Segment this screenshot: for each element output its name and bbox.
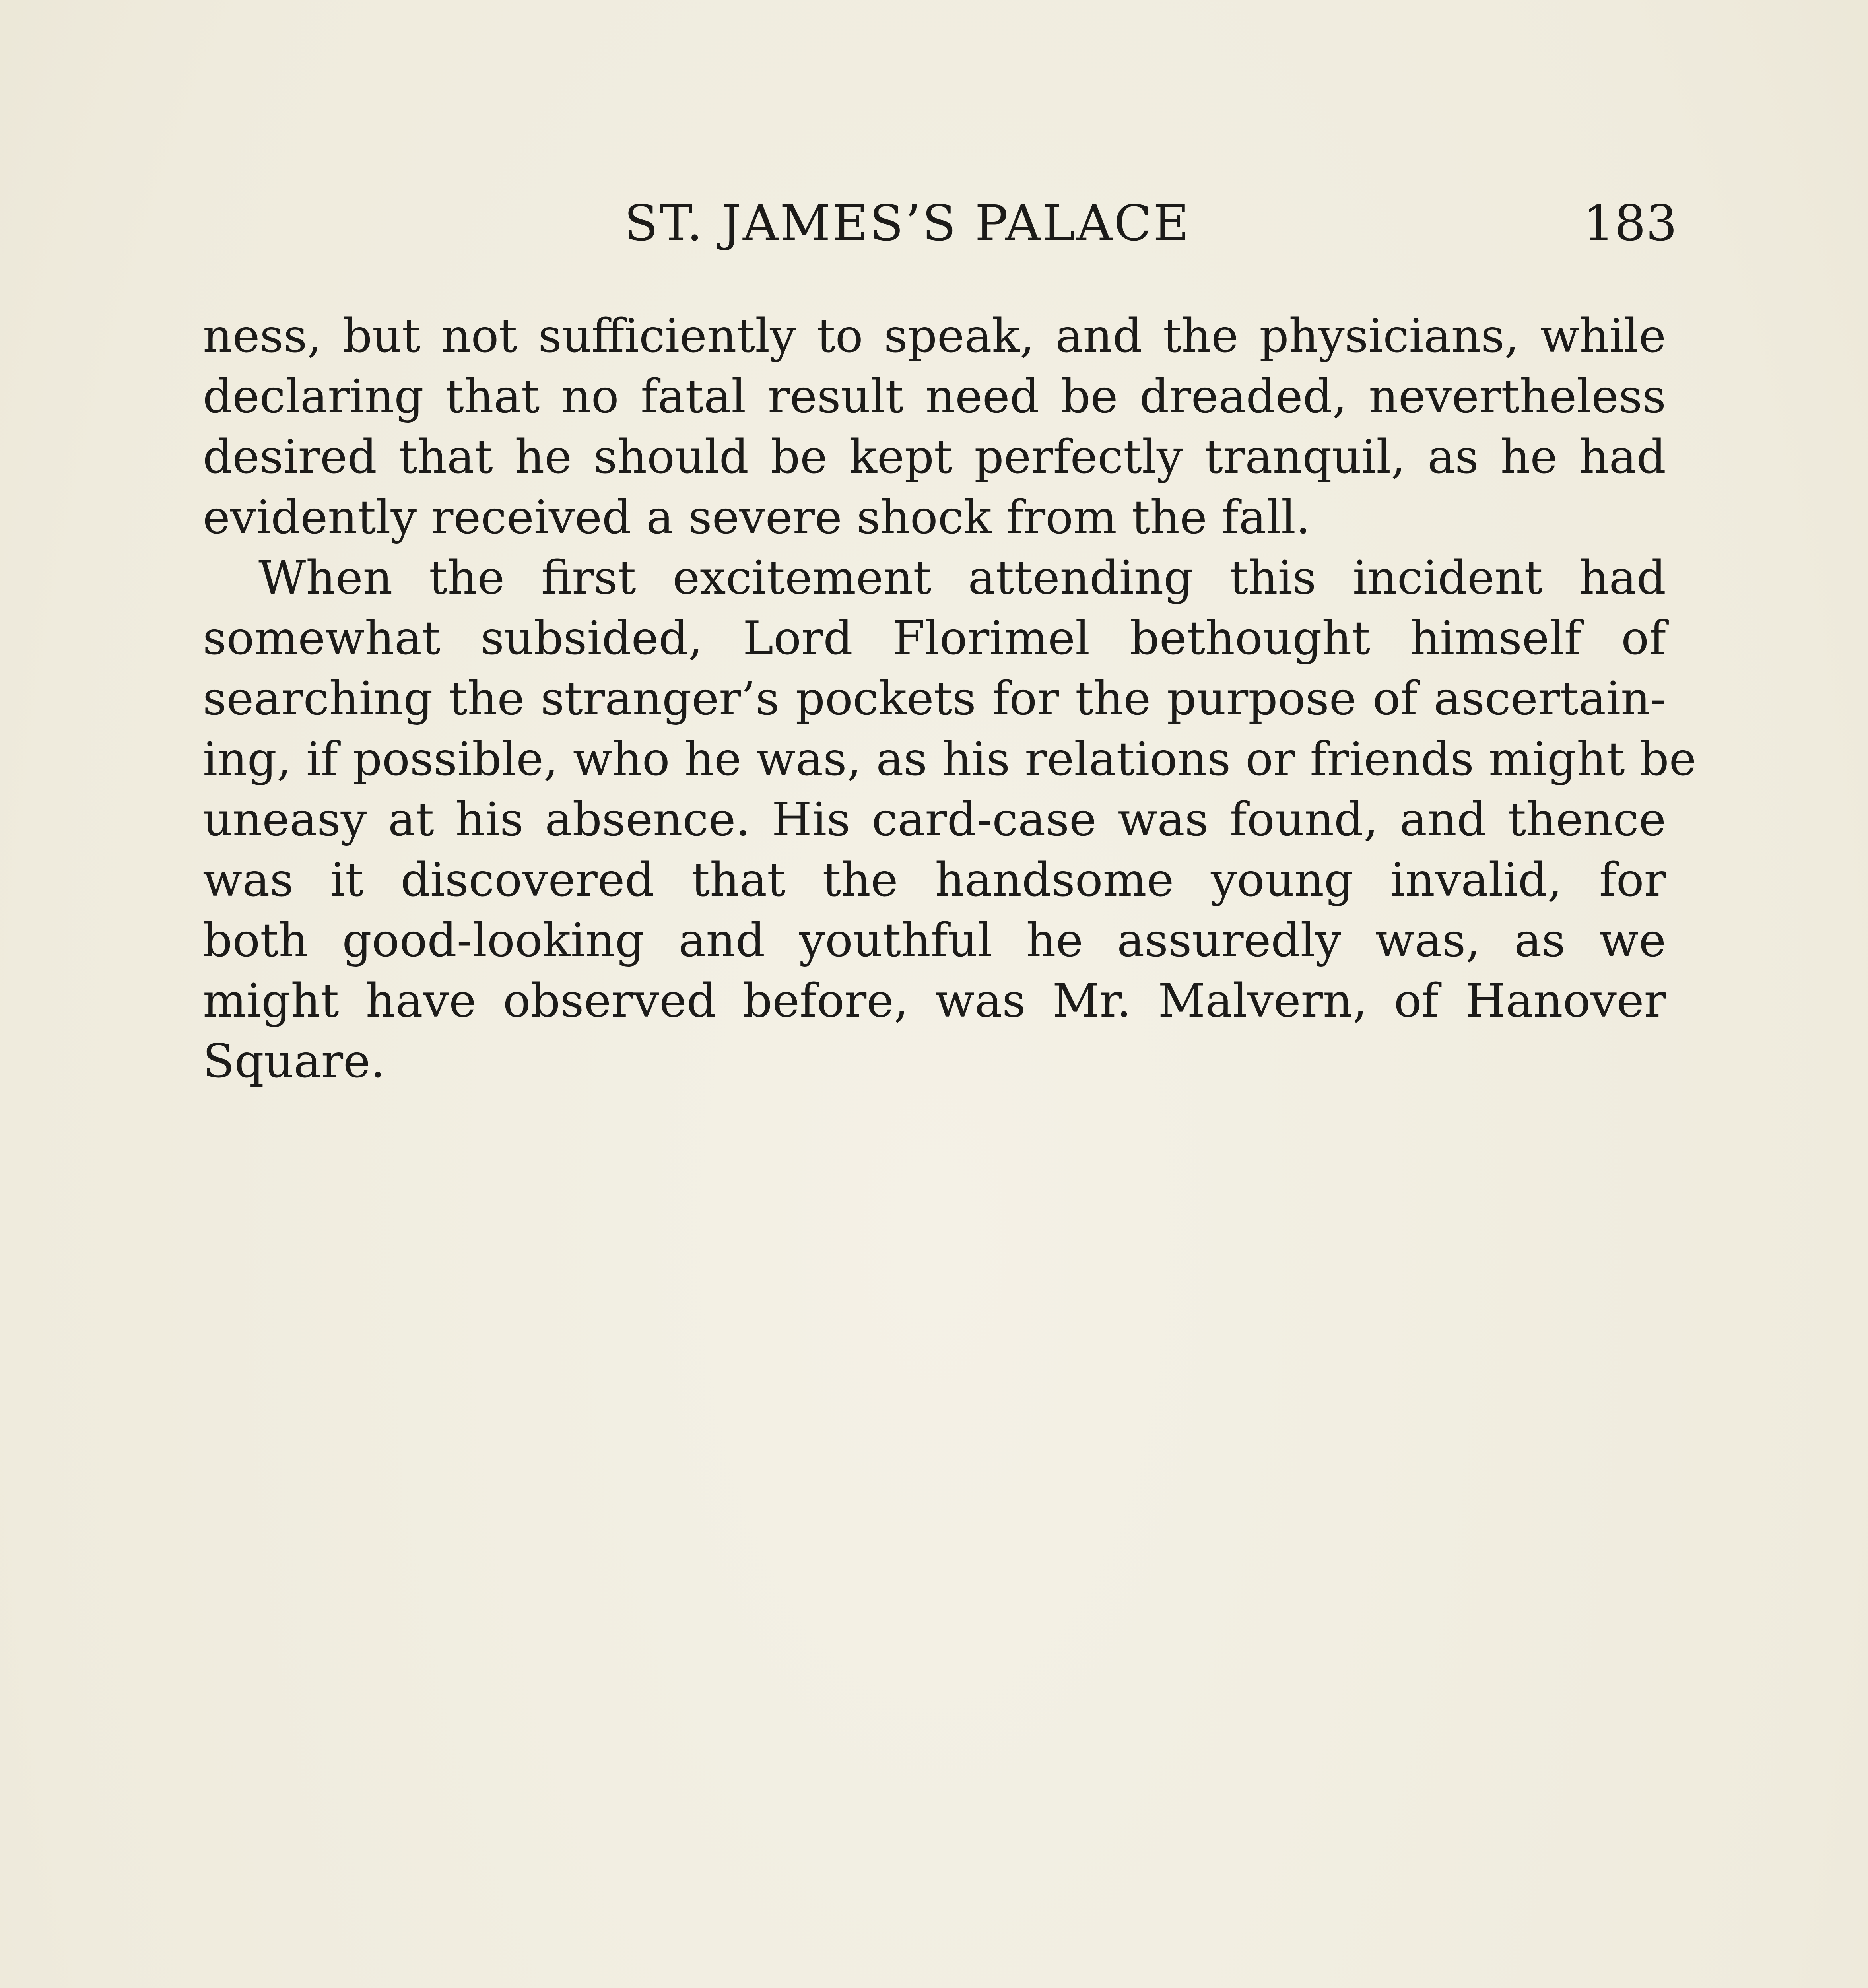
page-number: 183 [1583, 195, 1677, 252]
text-line: was it discovered that the handsome young invalid, for [203, 853, 1666, 907]
text-line: Square. [203, 1035, 385, 1088]
text-line: evidently received a severe shock from the fall. [203, 491, 1311, 544]
text-line: uneasy at his absence. His card-case was found, and thence [203, 793, 1666, 846]
body-text [203, 306, 1697, 1092]
paragraph-2 [203, 548, 1697, 1092]
text-line: declaring that no fatal result need be dreaded, nevertheless [203, 370, 1666, 423]
text-line: desired that he should be kept perfectly tranquil, as he had [203, 430, 1666, 484]
text-line: When the first excitement attending this incident had [258, 551, 1666, 605]
text-line: ness, but not sufficiently to speak, and the physicians, while [203, 309, 1666, 363]
text-line: ing, if possible, who he was, as his relations or friends might be [203, 732, 1697, 786]
paragraph-1 [203, 306, 1666, 548]
text-line: might have observed before, was Mr. Malvern, of Hanover [203, 974, 1666, 1028]
running-head: ST. JAMES’S PALACE [624, 195, 1191, 252]
text-line: both good-looking and youthful he assuredly was, as we [203, 914, 1666, 967]
text-line: somewhat subsided, Lord Florimel bethought himself of [203, 612, 1666, 665]
text-line: searching the stranger’s pockets for the purpose of ascertain- [203, 672, 1666, 726]
